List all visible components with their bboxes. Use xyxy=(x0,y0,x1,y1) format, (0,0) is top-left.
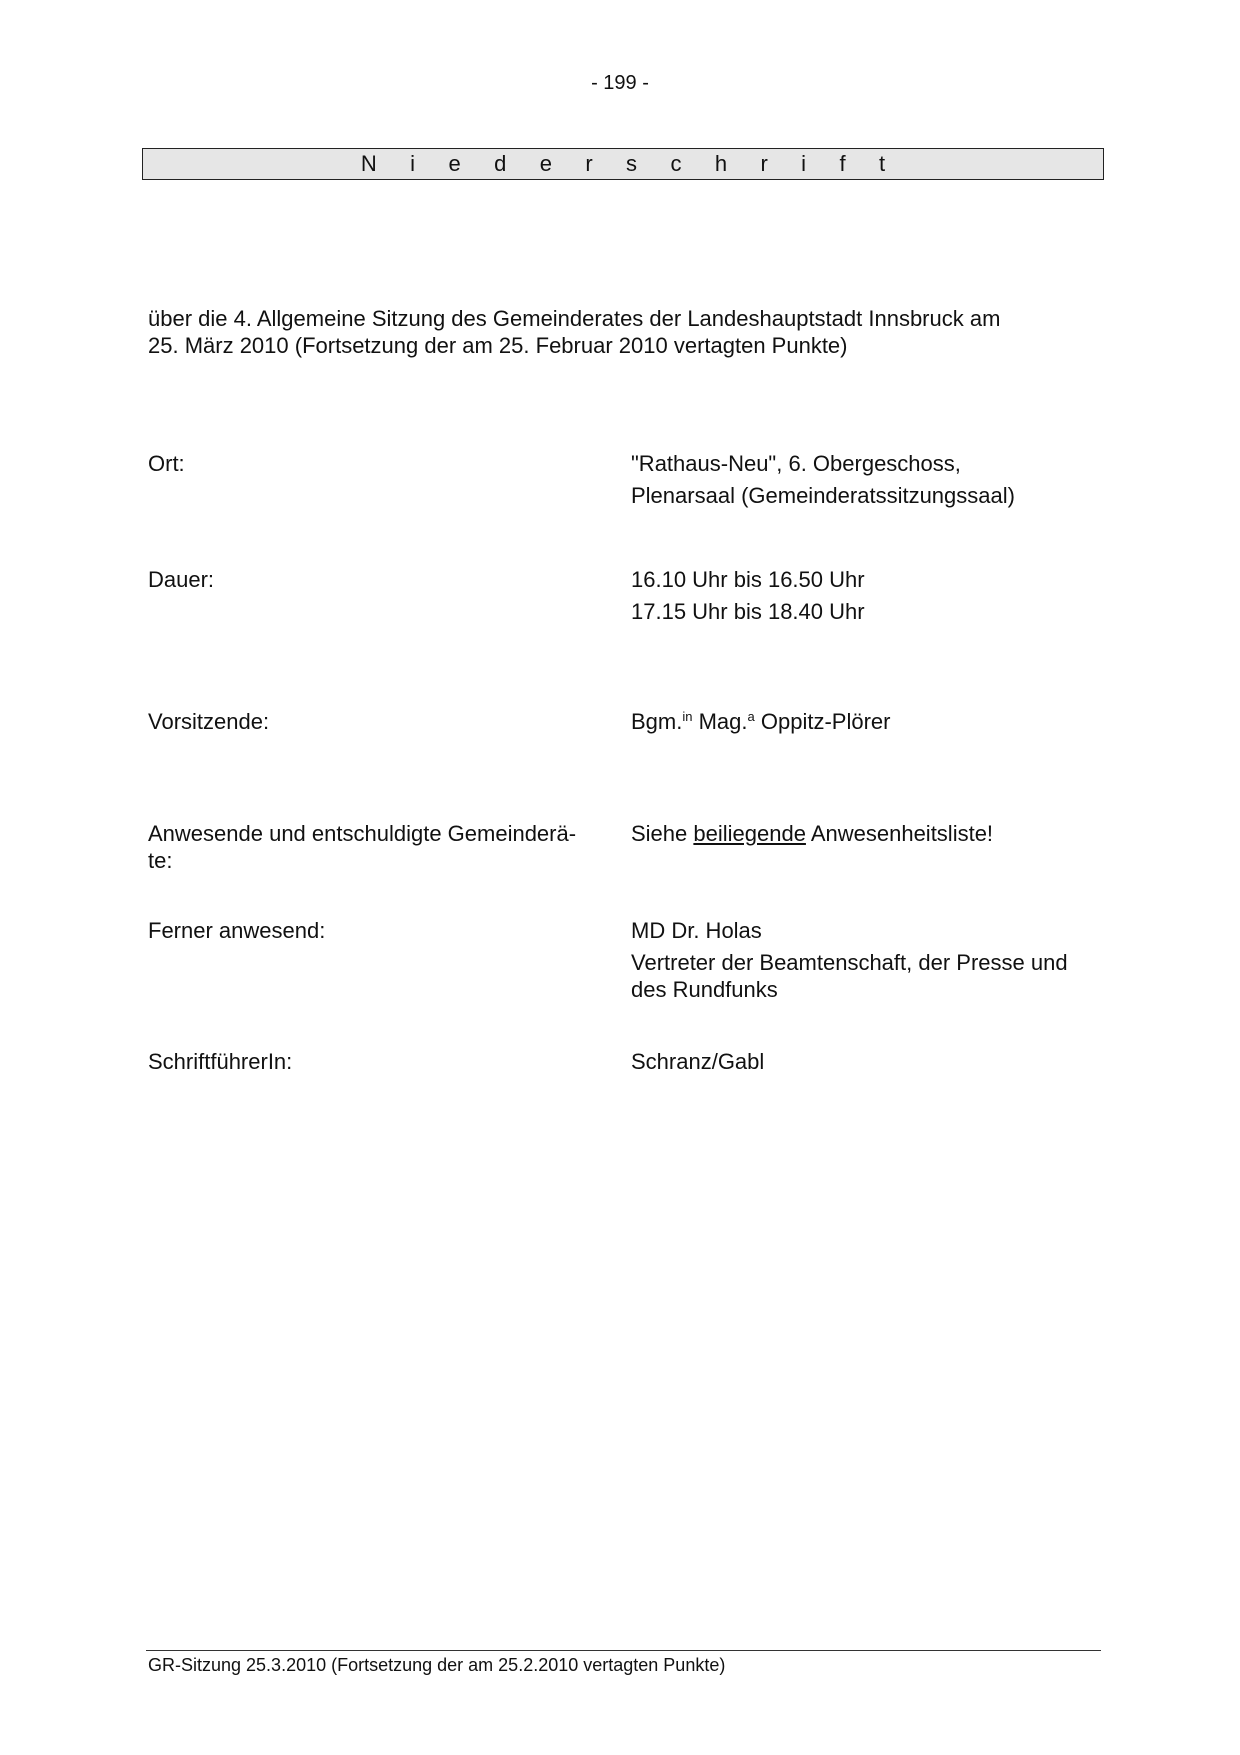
anwesende-value-prefix: Siehe xyxy=(631,821,694,846)
schriftfuehrer-value xyxy=(631,1048,1111,1075)
footer-text: GR-Sitzung 25.3.2010 (Fortsetzung der am 25.2.2010 vertagten Punkte) xyxy=(148,1655,726,1675)
anwesende-value-underlined: beiliegende xyxy=(693,821,806,846)
ferner-value xyxy=(631,917,1111,1003)
vorsitzende-value xyxy=(631,708,1111,735)
dauer-value-line-1: 16.10 Uhr bis 16.50 Uhr xyxy=(631,567,865,592)
ferner-value-line-3: des Rundfunks xyxy=(631,977,778,1002)
anwesende-value xyxy=(631,820,1111,847)
anwesende-value-suffix: Anwesenheitsliste! xyxy=(805,821,994,846)
ort-value xyxy=(631,448,1111,512)
vorsitzende-label: Vorsitzende: xyxy=(148,709,270,734)
ort-label: Ort: xyxy=(148,451,185,476)
dauer-value-line-2: 17.15 Uhr bis 18.40 Uhr xyxy=(631,599,865,624)
dauer-value xyxy=(631,564,1111,628)
vorsitzende-title-2: Mag. xyxy=(692,709,748,734)
schriftfuehrer-label: SchriftführerIn: xyxy=(148,1049,293,1074)
schriftfuehrer-value-text: Schranz/Gabl xyxy=(631,1049,765,1074)
page-number: - 199 - xyxy=(591,72,649,94)
anwesende-label-line-2: te: xyxy=(148,848,173,873)
ort-value-line-2: Plenarsaal (Gemeinderatssitzungssaal) xyxy=(631,483,1015,508)
ferner-label: Ferner anwesend: xyxy=(148,918,326,943)
vorsitzende-sup-1: in xyxy=(682,709,693,724)
anwesende-label-line-1: Anwesende und entschuldigte Gemeinderä- xyxy=(148,821,577,846)
dauer-label: Dauer: xyxy=(148,567,215,592)
vorsitzende-sup-2: a xyxy=(747,709,755,724)
ferner-value-line-2: Vertreter der Beamtenschaft, der Presse und xyxy=(631,950,1068,975)
intro-line-1: über die 4. Allgemeine Sitzung des Gemeinderates der Landeshauptstadt Innsbruck am xyxy=(148,306,1001,331)
intro-paragraph xyxy=(148,305,1108,359)
ferner-value-line-1: MD Dr. Holas xyxy=(631,918,762,943)
document-title: N i e d e r s c h r i f t xyxy=(142,148,1104,180)
vorsitzende-name: Oppitz-Plörer xyxy=(754,709,891,734)
anwesende-label xyxy=(148,820,618,874)
ort-value-line-1: "Rathaus-Neu", 6. Obergeschoss, xyxy=(631,451,961,476)
footer-divider xyxy=(146,1650,1101,1651)
intro-line-2: 25. März 2010 (Fortsetzung der am 25. Februar 2010 vertagten Punkte) xyxy=(148,333,848,358)
vorsitzende-title-1: Bgm. xyxy=(631,709,683,734)
